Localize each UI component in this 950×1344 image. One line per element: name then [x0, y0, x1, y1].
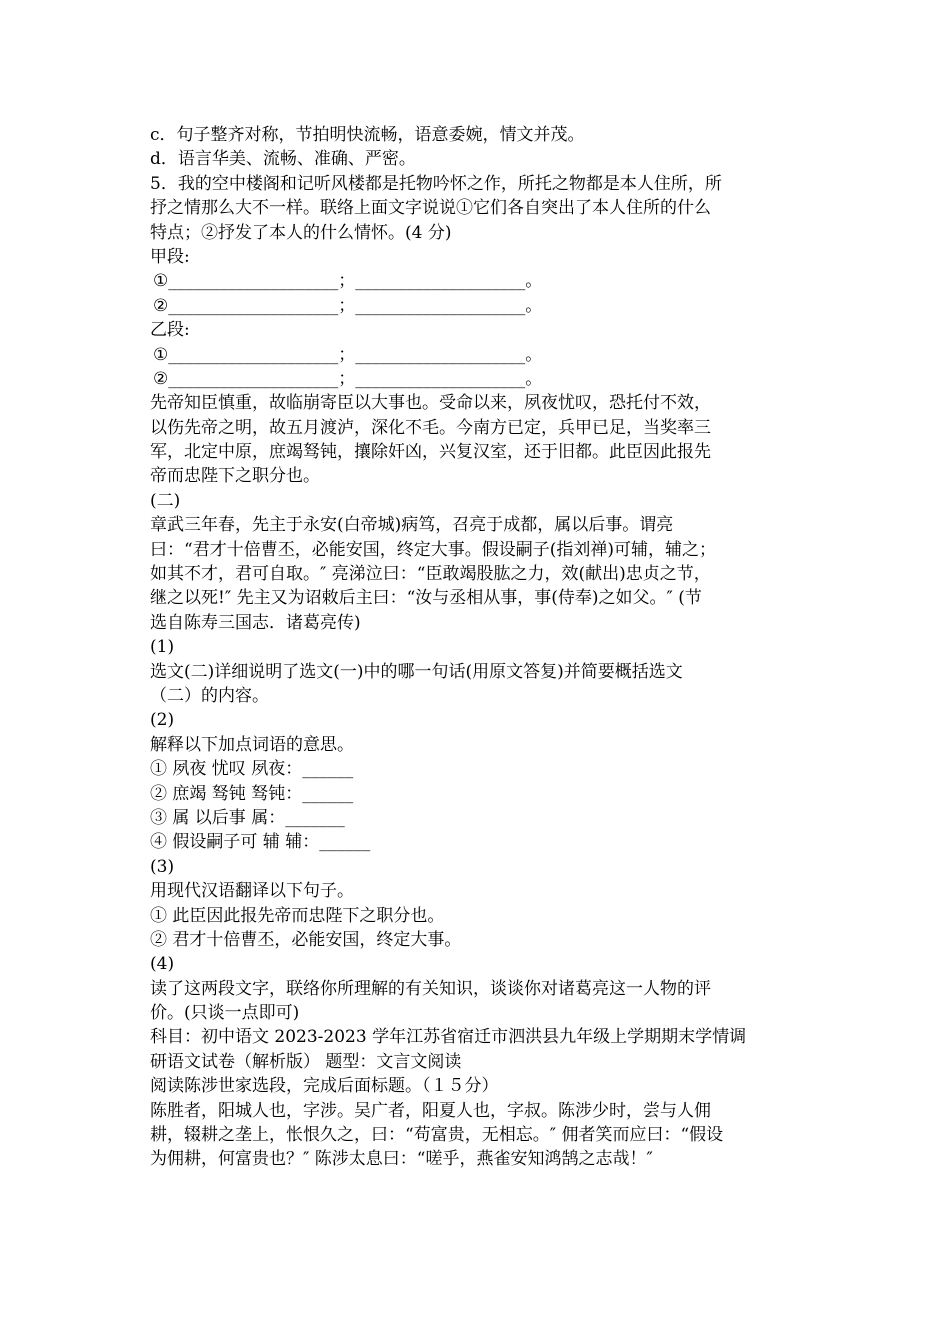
passage-3-line-1: 陈胜者，阳城人也，字涉。吴广者，阳夏人也，字叔。陈涉少时，尝与人佣 — [150, 1100, 711, 1121]
question-2-item-1: ① 夙夜 忧叹 夙夜：______ — [150, 759, 354, 780]
question-5-line-2: 抒之情那么大不一样。联络上面文字说说①它们各自突出了本人住所的什么 — [150, 198, 711, 219]
passage-2-line-2: 曰：“君才十倍曹丕，必能安国，终定大事。假设嗣子(指刘禅)可辅，辅之； — [150, 539, 716, 560]
section-jia-label: 甲段: — [150, 246, 190, 267]
question-5-line-1: 5．我的空中楼阁和记听风楼都是托物吟怀之作，所托之物都是本人住所，所 — [150, 173, 722, 194]
question-4-number: (4) — [150, 954, 175, 975]
passage-1-line-4: 帝而忠陛下之职分也。 — [150, 466, 320, 487]
option-c-line: c．句子整齐对称，节拍明快流畅，语意委婉，情文并茂。 — [150, 125, 585, 145]
question-1-line-1: 选文(二)详细说明了选文(一)中的哪一句话(用原文答复)并简要概括选文 — [150, 661, 683, 682]
option-d-line: d．语言华美、流畅、准确、严密。 — [150, 149, 416, 170]
passage-2-line-5: 选自陈寿三国志．诸葛亮传) — [150, 612, 361, 633]
section-yi-label: 乙段: — [150, 320, 190, 341]
subject-info-line-2: 研语文试卷（解析版） 题型：文言文阅读 — [150, 1051, 462, 1072]
reading-instruction: 阅读陈涉世家选段，完成后面标题。（１５分） — [150, 1076, 499, 1097]
passage-2-line-4: 继之以死!″ 先主又为诏敕后主曰：“汝与丞相从事，事(侍奉)之如父。″ (节 — [150, 588, 702, 609]
jia-answer-blank-2: ②____________________；____________________。 — [153, 295, 543, 316]
passage-1-line-1: 先帝知臣慎重，故临崩寄臣以大事也。受命以来，夙夜忧叹，恐托付不效， — [150, 393, 711, 414]
question-2-item-2: ② 庶竭 驽钝 驽钝：______ — [150, 783, 354, 804]
question-2-item-4: ④ 假设嗣子可 辅 辅：______ — [150, 832, 371, 853]
yi-answer-blank-1: ①____________________；____________________。 — [153, 344, 543, 365]
question-1-number: (1) — [150, 637, 175, 658]
passage-1-line-3: 军，北定中原，庶竭驽钝，攘除奸凶，兴复汉室，还于旧都。此臣因此报先 — [150, 442, 711, 463]
question-3-item-2: ② 君才十倍曹丕，必能安国，终定大事。 — [150, 929, 462, 950]
passage-2-line-1: 章武三年春，先主于永安(白帝城)病笃，召亮于成都，属以后事。谓亮 — [150, 515, 674, 536]
passage-3-line-2: 耕，辍耕之垄上，怅恨久之，曰：“苟富贵，无相忘。″ 佣者笑而应曰：“假设 — [150, 1125, 724, 1146]
question-3-number: (3) — [150, 856, 175, 877]
question-3-prompt: 用现代汉语翻译以下句子。 — [150, 881, 354, 902]
passage-2-line-3: 如其不才，君可自取。″ 亮涕泣曰：“臣敢竭股肱之力，效(献出)忠贞之节， — [150, 564, 711, 585]
question-2-prompt: 解释以下加点词语的意思。 — [150, 734, 354, 755]
passage-2-heading: (二) — [150, 490, 181, 511]
yi-answer-blank-2: ②____________________；____________________。 — [153, 368, 543, 389]
question-4-line-1: 读了这两段文字，联络你所理解的有关知识，谈谈你对诸葛亮这一人物的评 — [150, 978, 711, 999]
document-page — [150, 123, 810, 1172]
passage-1-line-2: 以伤先帝之明，故五月渡泸，深化不毛。今南方已定，兵甲已足，当奖率三 — [150, 417, 711, 438]
jia-answer-blank-1: ①____________________；____________________。 — [153, 271, 543, 292]
question-4-line-2: 价。(只谈一点即可) — [150, 1003, 300, 1024]
question-5-line-3: 特点；②抒发了本人的什么情怀。(4 分) — [150, 222, 452, 243]
question-2-item-3: ③ 属 以后事 属：_______ — [150, 807, 345, 828]
subject-info-line-1: 科目：初中语文 2023-2023 学年江苏省宿迁市泗洪县九年级上学期期末学情调 — [150, 1027, 747, 1048]
question-3-item-1: ① 此臣因此报先帝而忠陛下之职分也。 — [150, 905, 445, 926]
question-2-number: (2) — [150, 710, 175, 731]
question-1-line-2: （二）的内容。 — [150, 685, 269, 706]
passage-3-line-3: 为佣耕，何富贵也？″ 陈涉太息曰：“嗟乎，燕雀安知鸿鹄之志哉！″ — [150, 1149, 653, 1170]
